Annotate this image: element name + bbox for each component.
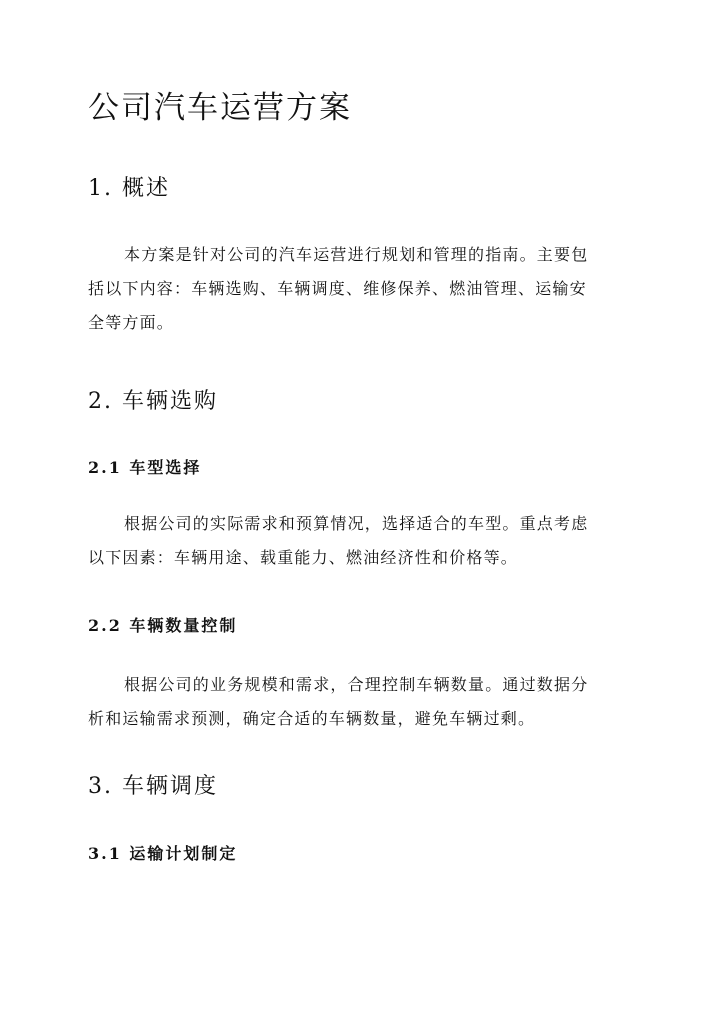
paragraph-line: 以下因素：车辆用途、载重能力、燃油经济性和价格等。: [88, 548, 519, 567]
paragraph-line: 析和运输需求预测，确定合适的车辆数量，避免车辆过剩。: [88, 709, 536, 728]
overview-paragraph: [88, 238, 633, 340]
model-selection-paragraph: [88, 507, 633, 575]
paragraph-line: 本方案是针对公司的汽车运营进行规划和管理的指南。主要包: [124, 245, 589, 264]
subsection-heading-model-selection: 2.1 车型选择: [88, 458, 202, 477]
paragraph-line: 全等方面。: [88, 313, 175, 332]
paragraph-line: 括以下内容：车辆选购、车辆调度、维修保养、燃油管理、运输安: [88, 279, 587, 298]
section-heading-overview: 1. 概述: [88, 176, 170, 201]
subsection-heading-vehicle-quantity: 2.2 车辆数量控制: [88, 616, 238, 635]
paragraph-line: 根据公司的业务规模和需求，合理控制车辆数量。通过数据分: [124, 675, 589, 694]
section-heading-vehicle-dispatch: 3. 车辆调度: [88, 774, 218, 799]
document-title: 公司汽车运营方案: [88, 90, 352, 126]
paragraph-line: 根据公司的实际需求和预算情况，选择适合的车型。重点考虑: [124, 514, 589, 533]
subsection-heading-transport-plan: 3.1 运输计划制定: [88, 844, 238, 863]
vehicle-quantity-paragraph: [88, 668, 633, 736]
section-heading-vehicle-purchase: 2. 车辆选购: [88, 389, 218, 414]
